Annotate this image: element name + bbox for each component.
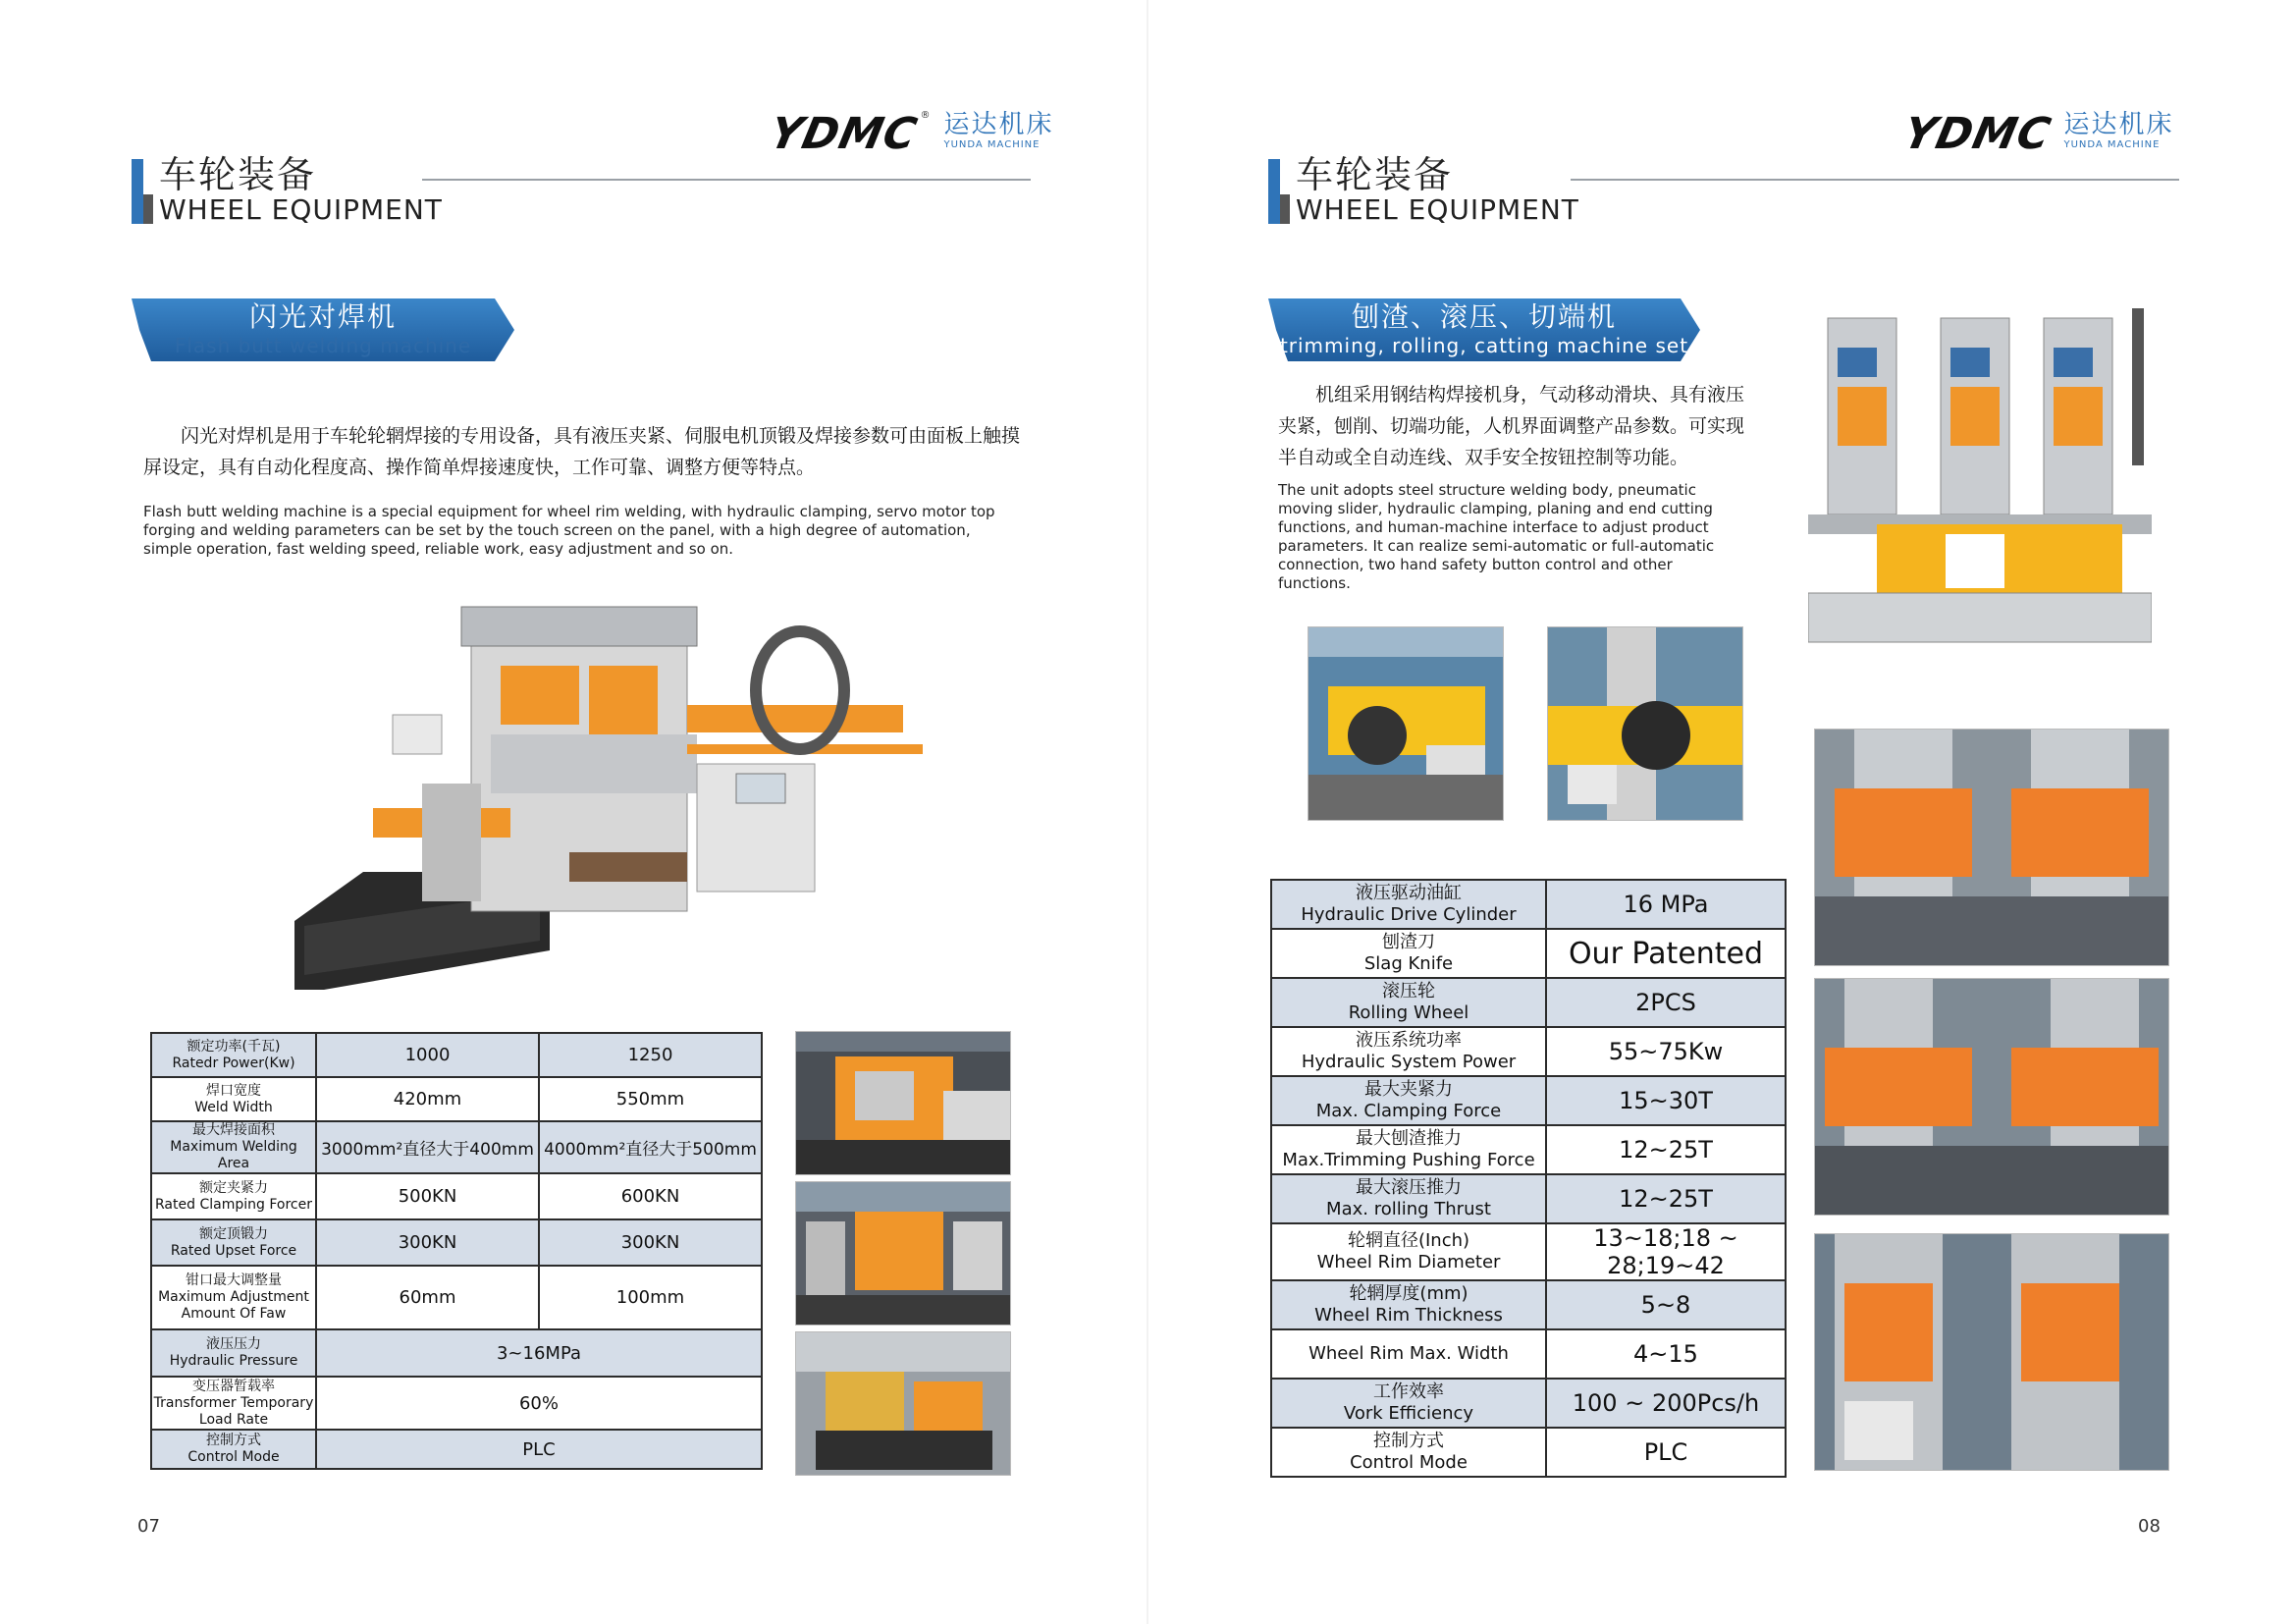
spec-label-cn: 变压器暂载率	[192, 1378, 275, 1394]
brand-logo	[1898, 109, 2174, 159]
table-row	[1271, 1027, 1786, 1076]
spec-label-cn: 最大滚压推力	[1356, 1177, 1462, 1198]
spec-label	[1271, 880, 1546, 929]
logo-cn: 运达机床	[943, 110, 1054, 139]
spec-label-en: Ratedr Power(Kw)	[172, 1055, 295, 1071]
spec-label-en: Control Mode	[187, 1449, 280, 1465]
spec-label-cn: 工作效率	[1373, 1381, 1444, 1402]
machine-photo	[1814, 729, 2169, 966]
table-row	[1271, 1076, 1786, 1125]
table-row	[151, 1377, 762, 1430]
machine-photo	[795, 1181, 1011, 1326]
spec-value: 300KN	[316, 1219, 539, 1266]
table-row	[151, 1219, 762, 1266]
intro-paragraph-en: Flash butt welding machine is a special equipment for wheel rim welding, with hydraulic clamping, servo motor top forging and welding parameters can be set by the touch screen on the panel, with a high degree of automation, simple operation, fast welding speed, reliable work, easy adjustment and so on.	[143, 503, 995, 558]
spec-value: 3000mm²直径大于400mm	[316, 1121, 539, 1173]
spec-label-en: Weld Width	[194, 1099, 273, 1115]
spec-label-en: Max. rolling Thrust	[1326, 1199, 1491, 1219]
logo-cn: 运达机床	[2063, 110, 2174, 139]
spec-label-cn: 液压驱动油缸	[1356, 883, 1462, 903]
spec-label-cn: 焊口宽度	[206, 1082, 261, 1099]
page-number: 07	[137, 1516, 160, 1537]
table-row	[1271, 1379, 1786, 1428]
page-title-cn: 车轮装备	[1296, 153, 1454, 196]
spec-value: 12~25T	[1546, 1174, 1786, 1223]
spec-value: 100 ~ 200Pcs/h	[1546, 1379, 1786, 1428]
page-title-en: WHEEL EQUIPMENT	[1296, 193, 1579, 226]
spec-label-cn: 最大夹紧力	[1364, 1079, 1453, 1100]
spec-value: 600KN	[539, 1173, 762, 1219]
table-row	[151, 1430, 762, 1469]
spec-label	[151, 1033, 316, 1077]
spec-label-cn: 最大焊接面积	[192, 1122, 275, 1138]
table-row	[1271, 1428, 1786, 1477]
spec-value: 300KN	[539, 1219, 762, 1266]
main-machine-image	[1808, 308, 2152, 652]
spec-value: 420mm	[316, 1077, 539, 1121]
spec-label-en: Wheel Rim Max. Width	[1308, 1343, 1509, 1364]
spec-label-en: Slag Knife	[1363, 953, 1454, 974]
spec-label-cn: 轮辋厚度(mm)	[1349, 1283, 1468, 1304]
spec-table-right	[1270, 879, 1787, 1478]
table-row	[1271, 1280, 1786, 1329]
intro-paragraph-cn: 闪光对焊机是用于车轮轮辋焊接的专用设备，具有液压夹紧、伺服电机顶锻及焊接参数可由面板上触摸屏设定，具有自动化程度高、操作简单焊接速度快，工作可靠、调整方便等特点。	[143, 425, 1021, 478]
right-page	[1148, 0, 2296, 1624]
spec-label-cn: 轮辋直径(Inch)	[1347, 1230, 1470, 1251]
spec-label	[1271, 1076, 1546, 1125]
logo-en: YUNDA MACHINE	[943, 139, 1041, 150]
spec-value: 5~8	[1546, 1280, 1786, 1329]
spec-value: 3~16MPa	[316, 1329, 762, 1377]
spec-label-en: Control Mode	[1350, 1452, 1468, 1473]
table-row	[1271, 978, 1786, 1027]
spec-label	[1271, 978, 1546, 1027]
spec-label	[1271, 1125, 1546, 1174]
spec-value: 55~75Kw	[1546, 1027, 1786, 1076]
spec-value: 100mm	[539, 1266, 762, 1329]
spec-label	[151, 1377, 316, 1430]
spec-value: 1000	[316, 1033, 539, 1077]
spec-label-cn: 液压压力	[206, 1336, 261, 1352]
spec-label-en: Hydraulic Drive Cylinder	[1301, 904, 1517, 925]
spec-label-en: Maximum Adjustment Amount Of Faw	[158, 1289, 309, 1322]
spec-label-cn: 控制方式	[206, 1433, 261, 1448]
spec-value: 550mm	[539, 1077, 762, 1121]
ribbon-title-cn: 刨渣、滚压、切端机	[1351, 300, 1617, 333]
spec-label	[1271, 929, 1546, 978]
table-row	[151, 1266, 762, 1329]
table-row	[151, 1173, 762, 1219]
spec-label	[1271, 1027, 1546, 1076]
header-rule	[1571, 179, 2179, 181]
spec-value: 13~18;18 ~ 28;19~42	[1546, 1223, 1786, 1280]
spec-value: 2PCS	[1546, 978, 1786, 1027]
registered-mark: ®	[920, 110, 931, 121]
spec-label-cn: 最大刨渣推力	[1356, 1128, 1462, 1149]
spec-value: 60mm	[316, 1266, 539, 1329]
brand-logo	[765, 109, 1054, 159]
machine-photo	[795, 1331, 1011, 1476]
spec-label-en: Rolling Wheel	[1348, 1002, 1469, 1023]
spec-table-left	[150, 1032, 763, 1470]
ribbon-title-cn: 闪光对焊机	[248, 300, 397, 333]
spec-label-cn: 液压系统功率	[1356, 1030, 1462, 1051]
header-rule	[422, 179, 1031, 181]
machine-photo	[1547, 626, 1743, 821]
spec-label	[151, 1266, 316, 1329]
spec-label-en: Max.Trimming Pushing Force	[1282, 1150, 1535, 1170]
spec-label	[151, 1173, 316, 1219]
spec-label-en: Vork Efficiency	[1343, 1403, 1474, 1424]
page-title-en: WHEEL EQUIPMENT	[159, 193, 443, 226]
spec-value: 16 MPa	[1546, 880, 1786, 929]
page-title-cn: 车轮装备	[159, 153, 317, 196]
title-accent-bar-dark	[143, 194, 153, 224]
spec-label	[1271, 1329, 1546, 1379]
table-row	[151, 1329, 762, 1377]
spec-label-en: Maximum Welding Area	[170, 1139, 297, 1171]
logo-mark: YDMC	[1898, 109, 2056, 159]
table-row	[151, 1077, 762, 1121]
spec-value: Our Patented	[1546, 929, 1786, 978]
spec-label-en: Hydraulic Pressure	[169, 1353, 298, 1369]
table-row	[151, 1033, 762, 1077]
spec-label-en: Wheel Rim Thickness	[1314, 1305, 1503, 1326]
spec-value: PLC	[1546, 1428, 1786, 1477]
spec-label	[1271, 1379, 1546, 1428]
section-ribbon	[1268, 298, 1700, 361]
spec-value: 15~30T	[1546, 1076, 1786, 1125]
table-row	[1271, 1125, 1786, 1174]
intro-paragraph-en: The unit adopts steel structure welding body, pneumatic moving slider, hydraulic clamping, planing and end cutting functions, and human-machine interface to adjust product parameters. It can realize semi-automatic or full-automatic connection, two hand safety button control and other functions.	[1278, 481, 1715, 592]
spec-label-cn: 刨渣刀	[1382, 932, 1435, 952]
spec-label-cn: 控制方式	[1373, 1431, 1444, 1451]
title-accent-bar-dark	[1280, 194, 1290, 224]
spec-value: 1250	[539, 1033, 762, 1077]
spec-label-en: Transformer Temporary Load Rate	[153, 1394, 314, 1428]
machine-photo	[1308, 626, 1504, 821]
spec-label	[1271, 1223, 1546, 1280]
table-row	[1271, 1223, 1786, 1280]
spec-label	[151, 1077, 316, 1121]
title-accent-bar	[132, 159, 143, 224]
spec-value: 12~25T	[1546, 1125, 1786, 1174]
spec-label	[1271, 1174, 1546, 1223]
section-ribbon	[132, 298, 514, 361]
spec-label-cn: 额定功率(千瓦)	[187, 1038, 281, 1055]
spec-value: PLC	[316, 1430, 762, 1469]
spec-label	[151, 1430, 316, 1469]
spec-value: 4~15	[1546, 1329, 1786, 1379]
spec-value: 60%	[316, 1377, 762, 1430]
spec-label-en: Hydraulic System Power	[1301, 1052, 1517, 1072]
table-row	[1271, 880, 1786, 929]
spec-label-cn: 钳口最大调整量	[186, 1272, 282, 1288]
spec-label-cn: 滚压轮	[1382, 981, 1435, 1001]
table-row	[151, 1121, 762, 1173]
spec-label-en: Wheel Rim Diameter	[1316, 1252, 1501, 1272]
logo-text	[2063, 110, 2173, 151]
spec-label	[1271, 1428, 1546, 1477]
spec-value: 4000mm²直径大于500mm	[539, 1121, 762, 1173]
spec-label	[151, 1121, 316, 1173]
logo-en: YUNDA MACHINE	[2063, 139, 2161, 150]
logo-mark: YDMC	[765, 109, 922, 159]
table-row	[1271, 929, 1786, 978]
title-accent-bar	[1268, 159, 1280, 224]
spec-value: 500KN	[316, 1173, 539, 1219]
table-row	[1271, 1329, 1786, 1379]
ribbon-title-en: trimming, rolling, catting machine set	[1279, 334, 1689, 357]
page-number: 08	[2138, 1516, 2161, 1537]
spec-label	[151, 1329, 316, 1377]
spec-label-cn: 额定夹紧力	[199, 1179, 268, 1196]
machine-photo	[795, 1031, 1011, 1175]
ribbon-title-en: Flash butt welding machine	[174, 334, 472, 357]
spec-label	[151, 1219, 316, 1266]
machine-photo	[1814, 1233, 2169, 1471]
table-row	[1271, 1174, 1786, 1223]
spec-label-en: Rated Upset Force	[170, 1242, 297, 1259]
main-machine-image	[294, 597, 962, 990]
logo-text	[943, 110, 1053, 151]
spec-label-en: Max. Clamping Force	[1315, 1101, 1502, 1121]
intro-paragraph-cn: 机组采用钢结构焊接机身，气动移动滑块、具有液压夹紧，刨削、切端功能，人机界面调整产品参数。可实现半自动或全自动连线、双手安全按钮控制等功能。	[1278, 384, 1745, 468]
machine-photo	[1814, 978, 2169, 1216]
spec-label-en: Rated Clamping Forcer	[155, 1196, 312, 1213]
spec-label-cn: 额定顶锻力	[199, 1225, 268, 1242]
spec-label	[1271, 1280, 1546, 1329]
